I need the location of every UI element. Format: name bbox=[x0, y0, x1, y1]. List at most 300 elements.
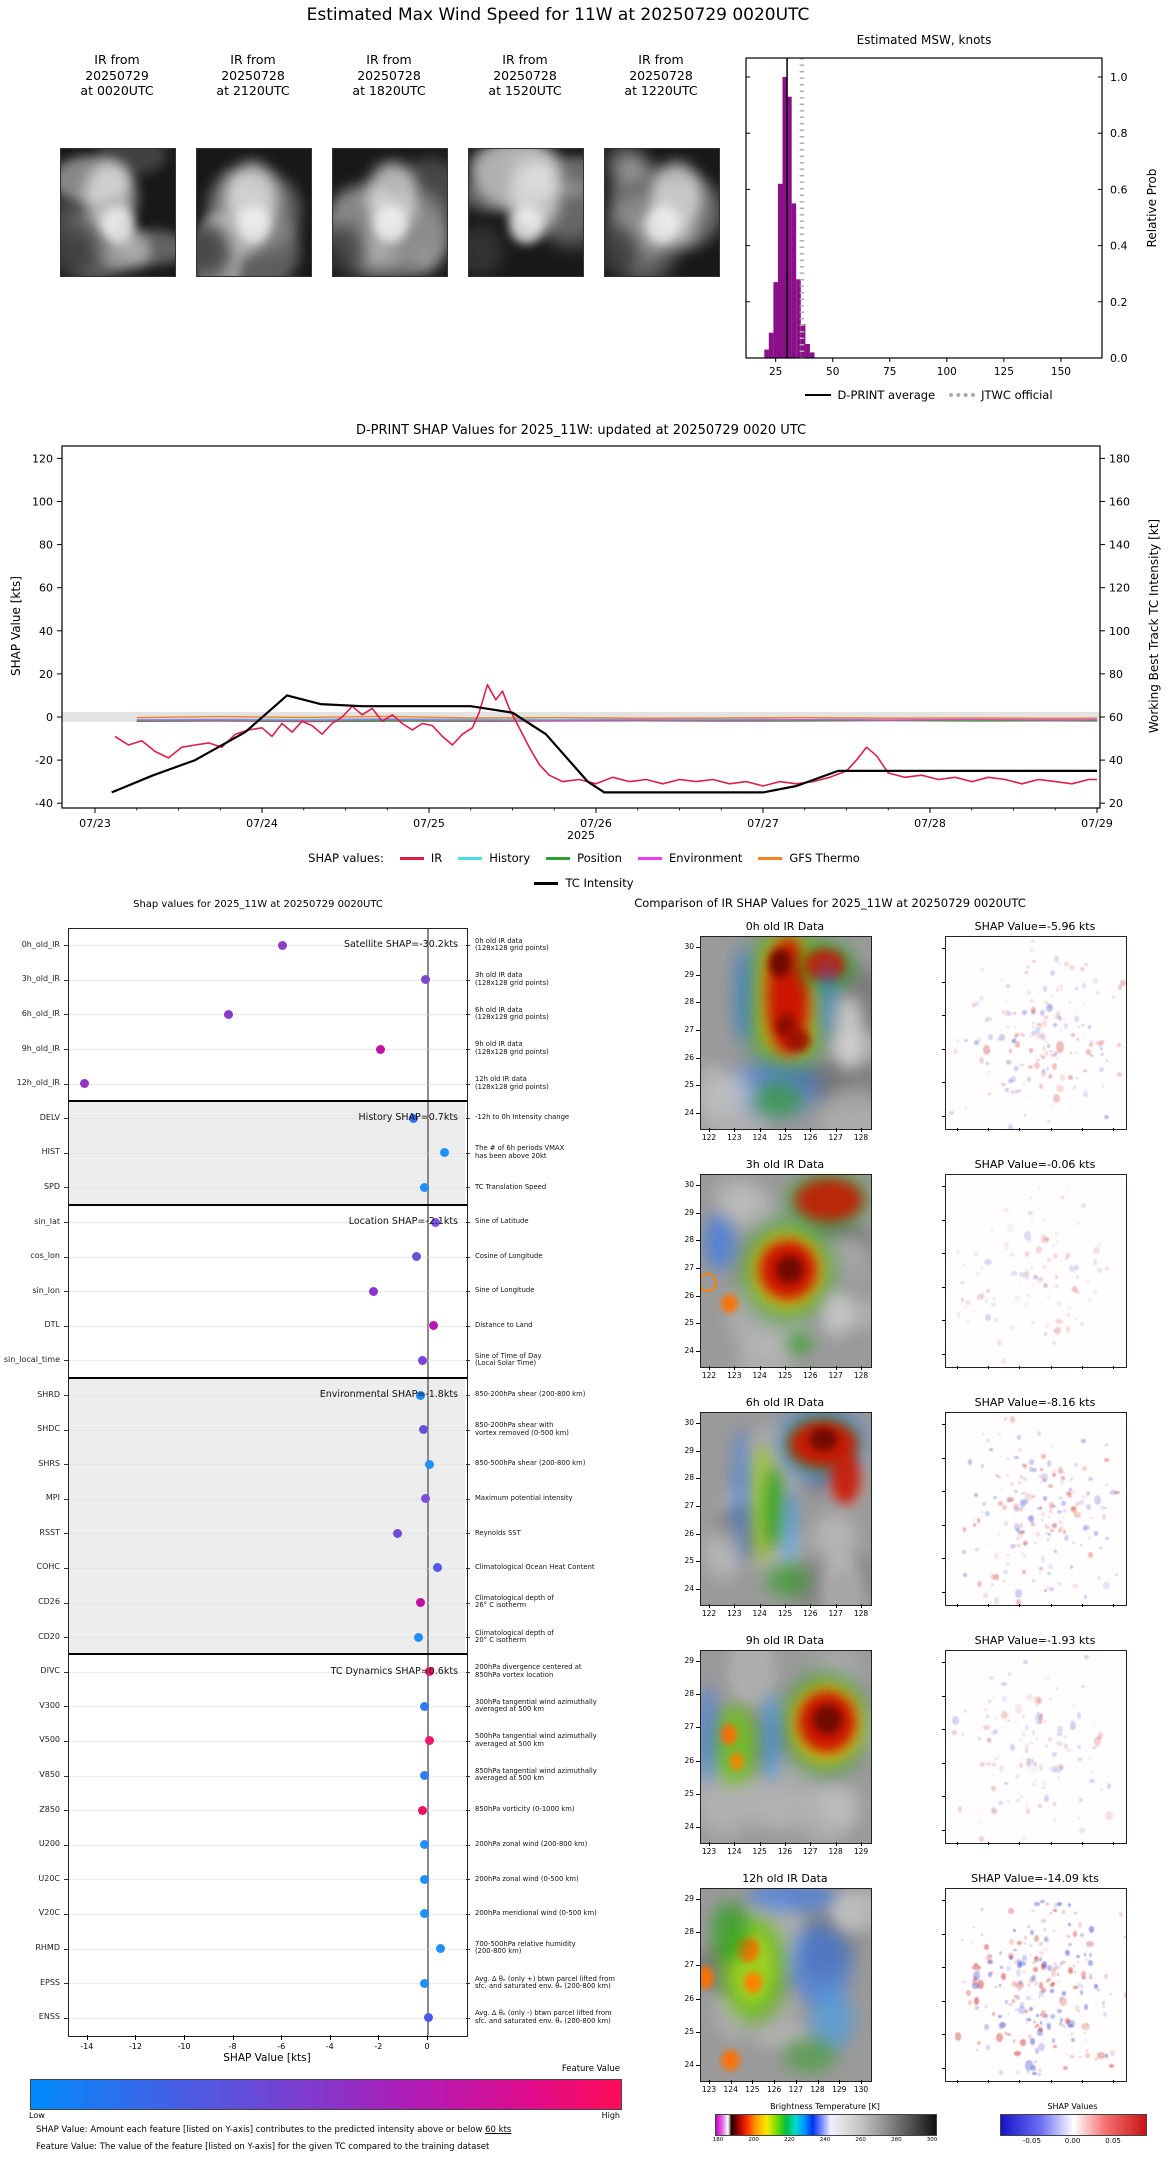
lat-tick bbox=[696, 1761, 700, 1762]
shap-speckle bbox=[1041, 1556, 1044, 1559]
shap-speckle bbox=[992, 2012, 995, 2016]
shap-speckle bbox=[1015, 2009, 1017, 2011]
shap-speckle bbox=[1089, 1926, 1094, 1933]
shap-speckle bbox=[1039, 1990, 1044, 1995]
feature-label: 9h_old_IR bbox=[21, 1043, 60, 1053]
shap-speckle bbox=[977, 1581, 982, 1587]
shap-speckle bbox=[966, 1320, 970, 1323]
shap-speckle bbox=[1006, 984, 1010, 988]
shap-speckle bbox=[1074, 1016, 1078, 1022]
cloud-blob bbox=[468, 225, 503, 276]
shap-speckle bbox=[963, 1527, 967, 1532]
shap-dotplot-xlabel: SHAP Value [kts] bbox=[223, 2052, 311, 2064]
lat-tick bbox=[696, 1899, 700, 1900]
shap-speckle bbox=[1001, 1358, 1006, 1364]
shap-dotplot-title: Shap values for 2025_11W at 20250729 0020UTC bbox=[133, 899, 383, 910]
shap-map-tick bbox=[942, 1116, 945, 1117]
x-tick bbox=[427, 2035, 428, 2040]
shap-speckle bbox=[1009, 1325, 1014, 1330]
shap-map-title: SHAP Value=-0.06 kts bbox=[974, 1158, 1096, 1171]
bt-tick-label: 240 bbox=[819, 2137, 831, 2143]
shap-speckle bbox=[1048, 1516, 1050, 1518]
lon-tick-label: 123 bbox=[727, 1609, 742, 1618]
lon-tick-label: 128 bbox=[828, 1847, 843, 1856]
shap-speckle bbox=[984, 1709, 987, 1712]
shap-map-tick bbox=[942, 1320, 945, 1321]
cloud-blob bbox=[786, 1029, 810, 1052]
shap-speckle bbox=[1014, 1066, 1017, 1070]
svg-text:50: 50 bbox=[826, 366, 840, 378]
shap-speckle bbox=[1083, 1089, 1088, 1094]
shap-map-tick bbox=[942, 1186, 945, 1187]
shap-speckle bbox=[1056, 987, 1059, 992]
lat-tick-label: 27 bbox=[684, 1263, 694, 1272]
shap-speckle bbox=[1047, 1677, 1049, 1679]
ir-thumbnail-caption: IR from 20250728 at 2120UTC bbox=[216, 52, 290, 98]
shap-speckle bbox=[993, 1496, 998, 1499]
lat-tick-label: 24 bbox=[684, 2060, 694, 2069]
shap-speckle bbox=[980, 1812, 983, 1815]
shap-speckle bbox=[1071, 1033, 1075, 1037]
lat-tick-label: 27 bbox=[684, 1722, 694, 1732]
shap-speckle bbox=[1056, 1010, 1061, 1016]
lon-tick-label: 127 bbox=[803, 1847, 818, 1856]
shap-speckle bbox=[1029, 2019, 1031, 2021]
lon-tick bbox=[774, 2080, 775, 2084]
cloud-blob bbox=[509, 206, 543, 244]
lon-tick bbox=[709, 1366, 710, 1370]
shap-speckle bbox=[1039, 1084, 1044, 1089]
shap-speckle bbox=[1105, 2054, 1108, 2057]
shap-speckle bbox=[1050, 1912, 1052, 1914]
shap-speckle bbox=[1076, 1955, 1080, 1958]
shap-speckle bbox=[1100, 1040, 1103, 1045]
shap-speckle bbox=[1007, 1719, 1010, 1723]
lat-tick-label: 29 bbox=[684, 1445, 694, 1455]
shap-speckle bbox=[1057, 1902, 1062, 1905]
histogram-legend-item bbox=[805, 388, 935, 402]
shap-speckle bbox=[1008, 1672, 1011, 1677]
shap-speckle bbox=[1029, 1944, 1032, 1947]
shap-speckle bbox=[1053, 1802, 1056, 1805]
shap-speckle bbox=[1032, 1026, 1034, 1028]
shap-speckle bbox=[1047, 1258, 1052, 1262]
shap-speckle bbox=[974, 1518, 976, 1520]
timeseries-legend-row2 bbox=[0, 876, 1168, 890]
feature-description: -12h to 0h Intensity change bbox=[475, 1113, 570, 1122]
shap-map-tick bbox=[988, 1604, 989, 1607]
shap-speckle bbox=[998, 1972, 1000, 1973]
shap-speckle bbox=[1027, 1925, 1031, 1928]
shap-speckle bbox=[1027, 1758, 1030, 1762]
ir-map-title: 6h old IR Data bbox=[745, 1396, 825, 1409]
shap-speckle bbox=[1034, 1062, 1040, 1069]
shap-speckle bbox=[1099, 1045, 1101, 1047]
feature-description: 6h old IR data (128x128 grid points) bbox=[475, 1005, 549, 1022]
svg-text:07/28: 07/28 bbox=[914, 817, 946, 830]
svg-text:25: 25 bbox=[768, 366, 783, 378]
lon-tick-label: 124 bbox=[752, 1133, 767, 1142]
lon-tick-label: 128 bbox=[810, 2085, 825, 2094]
shap-speckle bbox=[1032, 1783, 1036, 1786]
shap-speckle bbox=[998, 1534, 1000, 1535]
shap-speckle bbox=[978, 1737, 981, 1740]
shap-speckle bbox=[1082, 983, 1086, 988]
shap-speckle bbox=[1003, 1208, 1008, 1211]
shap-speckle bbox=[974, 1493, 978, 1497]
shap-speckle bbox=[998, 1433, 1001, 1436]
shap-map-3h bbox=[945, 1174, 1127, 1368]
shap-speckle bbox=[1092, 998, 1094, 1000]
shap-speckle bbox=[1070, 1105, 1072, 1106]
shap-speckle bbox=[974, 1253, 978, 1256]
shap-speckle bbox=[1077, 1745, 1080, 1750]
shap-speckle bbox=[1013, 2039, 1016, 2043]
lon-tick-label: 125 bbox=[752, 1847, 767, 1856]
shap-speckle bbox=[1106, 1060, 1108, 1062]
shap-speckle bbox=[1040, 2021, 1043, 2024]
shap-speckle bbox=[1081, 1024, 1084, 1026]
feature-description: 700-500hPa relative humidity (200-800 km) bbox=[475, 1939, 576, 1956]
shap-speckle bbox=[1010, 1273, 1013, 1276]
lat-tick-label: 24 bbox=[684, 1346, 694, 1355]
lon-tick bbox=[709, 1842, 710, 1846]
cloud-blob bbox=[766, 1563, 810, 1598]
shap-speckle bbox=[1073, 1584, 1078, 1588]
shap-speckle bbox=[949, 1111, 954, 1116]
cloud-blob bbox=[721, 2050, 740, 2071]
shap-map-tick bbox=[957, 1842, 958, 1845]
shap-speckle bbox=[1070, 2055, 1074, 2058]
shap-speckle bbox=[1001, 1711, 1008, 1719]
shap-speckle bbox=[988, 1034, 993, 1040]
timeseries-ylabel-right: Working Best Track TC Intensity [kt] bbox=[1147, 518, 1161, 734]
lon-tick-label: 122 bbox=[701, 1371, 717, 1380]
cloud-blob bbox=[735, 945, 752, 1045]
shap-map-tick bbox=[942, 1662, 945, 1663]
shap-map-tick bbox=[1019, 2080, 1020, 2083]
shap-speckle bbox=[1053, 1930, 1055, 1932]
feature-description: 850-500hPa shear (200-800 km) bbox=[475, 1459, 586, 1468]
shap-map-tick bbox=[1019, 1842, 1020, 1845]
shap-speckle bbox=[999, 2027, 1003, 2030]
lat-tick-label: 25 bbox=[684, 1556, 694, 1566]
shap-speckle bbox=[1045, 1532, 1048, 1535]
solid-line-swatch bbox=[805, 394, 831, 396]
shap-speckle bbox=[1009, 1939, 1014, 1944]
shap-speckle bbox=[1061, 1476, 1066, 1480]
shap-speckle bbox=[1006, 999, 1009, 1002]
shap-speckle bbox=[1025, 1251, 1030, 1257]
feature-description: Climatological depth of 20° C isotherm bbox=[475, 1628, 554, 1645]
shap-speckle bbox=[1081, 2023, 1089, 2030]
shap-speckle bbox=[1055, 1275, 1058, 1279]
shap-speckle bbox=[1110, 2050, 1115, 2055]
feature-description: Sine of Longitude bbox=[475, 1286, 535, 1295]
shap-speckle bbox=[1011, 1076, 1015, 1082]
shap-speckle bbox=[988, 1972, 991, 1977]
lon-tick-label: 128 bbox=[853, 1133, 869, 1142]
feature-label: V20C bbox=[38, 1908, 60, 1918]
svg-text:125: 125 bbox=[993, 366, 1014, 378]
shap-speckle bbox=[1072, 1541, 1075, 1545]
shap-speckle bbox=[1022, 1955, 1027, 1961]
shap-speckle bbox=[1050, 2014, 1055, 2019]
shap-speckle bbox=[988, 1071, 990, 1073]
shap-map-tick bbox=[942, 1763, 945, 1764]
shap-speckle bbox=[1032, 2072, 1036, 2075]
shap-speckle bbox=[1060, 1480, 1064, 1485]
lat-tick bbox=[696, 1794, 700, 1795]
shap-speckle bbox=[1084, 2032, 1086, 2034]
bt-tick-label: 220 bbox=[784, 2137, 795, 2143]
shap-speckle bbox=[1028, 1983, 1031, 1986]
shap-speckle bbox=[1012, 1981, 1017, 1987]
shap-speckle bbox=[979, 1820, 982, 1823]
shap-speckle bbox=[996, 1474, 999, 1477]
shap-speckle bbox=[998, 1756, 1000, 1757]
shap-speckle bbox=[1064, 1800, 1066, 1802]
shap-speckle bbox=[1027, 1077, 1031, 1082]
shap-speckle bbox=[1042, 1069, 1045, 1072]
shap-speckle bbox=[1104, 1974, 1108, 1979]
shap-speckle bbox=[1036, 1532, 1040, 1537]
lon-tick-label: 126 bbox=[766, 2085, 782, 2094]
lat-tick-label: 28 bbox=[684, 1927, 694, 1937]
feature-label: MPI bbox=[45, 1493, 60, 1503]
shap-speckle bbox=[1078, 1817, 1080, 1819]
shap-speckle bbox=[1040, 1481, 1042, 1482]
cloud-blob bbox=[783, 2039, 837, 2074]
shap-speckle bbox=[964, 1106, 968, 1111]
lat-tick bbox=[696, 975, 700, 976]
shap-speckle bbox=[1034, 1768, 1036, 1771]
lat-tick bbox=[696, 1423, 700, 1424]
shap-speckle bbox=[1052, 1752, 1058, 1757]
shap-speckle bbox=[1041, 1919, 1046, 1923]
lat-tick-label: 26 bbox=[684, 1993, 694, 2003]
timeseries-legend-item bbox=[458, 851, 530, 865]
shap-speckle bbox=[1031, 1909, 1036, 1912]
feature-description: TC Translation Speed bbox=[475, 1182, 547, 1191]
shap-map-tick bbox=[1019, 1366, 1020, 1369]
shap-speckle bbox=[1068, 1903, 1071, 1907]
shap-speckle bbox=[1080, 1933, 1084, 1936]
shap-speckle bbox=[1024, 1943, 1026, 1944]
shap-map-tick bbox=[942, 2001, 945, 2002]
cloud-blob bbox=[744, 1972, 763, 1993]
shap-speckle bbox=[1036, 1737, 1039, 1741]
shap-speckle bbox=[1080, 1990, 1083, 1994]
shap-speckle bbox=[1088, 1533, 1090, 1534]
shap-speckle bbox=[1098, 1243, 1101, 1247]
shap-speckle bbox=[1023, 1083, 1025, 1085]
shap-map-tick bbox=[942, 948, 945, 949]
shap-speckle bbox=[1052, 1525, 1055, 1527]
shap-map-tick bbox=[942, 1082, 945, 1083]
shap-speckle bbox=[998, 1801, 1003, 1805]
shap-speckle bbox=[1071, 2038, 1075, 2042]
shap-speckle bbox=[1015, 1041, 1020, 1048]
shap-speckle bbox=[991, 1229, 993, 1231]
shap-speckle bbox=[1026, 1694, 1033, 1701]
shap-speckle bbox=[979, 1836, 983, 1842]
shap-speckle bbox=[1033, 1961, 1036, 1964]
shap-speckle bbox=[1046, 1015, 1049, 1019]
shap-speckle bbox=[1018, 1989, 1020, 1990]
shap-speckle bbox=[1023, 1477, 1027, 1482]
shap-speckle bbox=[1048, 1564, 1053, 1569]
shap-speckle bbox=[1040, 1506, 1042, 1509]
shap-speckle bbox=[1026, 1996, 1031, 2000]
shap-speckle bbox=[1044, 1949, 1047, 1951]
timeseries-legend-item bbox=[534, 876, 633, 890]
shap-speckle bbox=[1055, 1319, 1057, 1321]
shap-speckle bbox=[966, 1990, 971, 1996]
shap-speckle bbox=[1016, 2071, 1020, 2074]
shap-speckle bbox=[1023, 1660, 1028, 1664]
feature-value-low-label: Low bbox=[29, 2111, 45, 2120]
shap-speckle bbox=[1049, 1074, 1052, 1078]
timeseries-legend-label: IR bbox=[430, 851, 443, 865]
shap-speckle bbox=[1069, 965, 1074, 971]
shap-speckle bbox=[1078, 2010, 1080, 2012]
shap-speckle bbox=[979, 995, 984, 1001]
shap-speckle bbox=[984, 2024, 989, 2030]
shap-speckle bbox=[1032, 960, 1036, 963]
shap-speckle bbox=[1066, 1188, 1069, 1191]
shap-speckle bbox=[1099, 1547, 1102, 1549]
shap-speckle bbox=[1062, 1910, 1066, 1914]
ir-map-title: 12h old IR Data bbox=[742, 1872, 828, 1885]
shap-speckle bbox=[1027, 1516, 1032, 1520]
shap-speckle bbox=[1007, 1458, 1009, 1460]
shap-speckle bbox=[1088, 1552, 1093, 1559]
shap-map-tick bbox=[1082, 1842, 1083, 1845]
shap-speckle bbox=[975, 1272, 980, 1276]
shap-speckle bbox=[1082, 1495, 1086, 1499]
lon-tick bbox=[734, 1128, 735, 1132]
shap-speckle bbox=[1059, 1496, 1062, 1500]
shap-speckle bbox=[1010, 1090, 1014, 1094]
shap-map-tick bbox=[1082, 2080, 1083, 2083]
shap-speckle bbox=[1060, 1029, 1063, 1031]
lat-tick-label: 28 bbox=[684, 997, 694, 1007]
feature-description: 200hPa meridional wind (0-500 km) bbox=[475, 1909, 597, 1918]
shap-speckle bbox=[986, 2045, 991, 2050]
shap-speckle bbox=[1067, 1313, 1070, 1317]
line-swatch bbox=[638, 857, 662, 860]
shap-map-tick bbox=[1113, 2080, 1114, 2083]
lon-tick-label: 128 bbox=[853, 1371, 869, 1380]
shap-speckle bbox=[1088, 1299, 1091, 1302]
shap-speckle bbox=[976, 2049, 978, 2051]
shap-map-title: SHAP Value=-8.16 kts bbox=[974, 1396, 1096, 1409]
cloud-blob bbox=[373, 206, 407, 244]
feature-description: Maximum potential intensity bbox=[475, 1493, 573, 1502]
shap-speckle bbox=[1084, 2004, 1089, 2010]
shap-speckle bbox=[1005, 2000, 1008, 2004]
shap-speckle bbox=[1033, 1533, 1035, 1535]
shap-speckle bbox=[1034, 1981, 1037, 1986]
shap-speckle bbox=[1120, 980, 1125, 986]
shap-speckle bbox=[1047, 1120, 1051, 1124]
shap-speckle bbox=[1119, 1912, 1123, 1917]
lat-tick bbox=[696, 1240, 700, 1241]
lat-tick-label: 27 bbox=[684, 1501, 694, 1510]
shap-speckle bbox=[979, 1057, 984, 1065]
shap-map-title: SHAP Value=-5.96 kts bbox=[974, 920, 1096, 933]
ir-thumbnail-image bbox=[196, 148, 312, 277]
shap-speckle bbox=[1052, 1469, 1056, 1474]
timeseries-legend-item bbox=[638, 851, 742, 865]
shap-speckle bbox=[995, 1986, 997, 1988]
cloud-blob bbox=[820, 1290, 854, 1336]
lat-tick-label: 25 bbox=[684, 1788, 694, 1798]
shap-speckle bbox=[981, 1464, 984, 1468]
shap-speckle bbox=[1008, 1908, 1013, 1913]
shap-speckle bbox=[1057, 1582, 1062, 1586]
svg-text:60: 60 bbox=[1109, 711, 1123, 724]
shap-speckle bbox=[1042, 1046, 1045, 1051]
shap-speckle bbox=[963, 1263, 965, 1266]
shap-speckle bbox=[1063, 2066, 1068, 2070]
shap-speckle bbox=[975, 1249, 977, 1251]
shap-speckle bbox=[1107, 1783, 1111, 1789]
feature-label: 6h_old_IR bbox=[21, 1008, 60, 1018]
svg-text:07/25: 07/25 bbox=[413, 817, 445, 830]
shap-speckle bbox=[1080, 1544, 1082, 1546]
feature-label: 3h_old_IR bbox=[21, 974, 60, 984]
feature-label: U200 bbox=[38, 1839, 60, 1849]
shap-map-tick bbox=[1051, 1604, 1052, 1607]
shap-speckle bbox=[1004, 1242, 1009, 1248]
shap-map-tick bbox=[942, 1424, 945, 1425]
svg-text:1.0: 1.0 bbox=[1110, 71, 1128, 84]
shap-speckle bbox=[1031, 1767, 1034, 1772]
ir-thumbnail-caption: IR from 20250728 at 1820UTC bbox=[352, 52, 426, 98]
feature-description: 500hPa tangential wind azimuthally averaged at 500 km bbox=[475, 1732, 597, 1748]
shap-speckle bbox=[1004, 1417, 1007, 1420]
shap-speckle bbox=[1055, 1765, 1062, 1774]
svg-text:80: 80 bbox=[1109, 667, 1123, 681]
bt-colorbar bbox=[715, 2114, 937, 2136]
line-swatch bbox=[458, 857, 482, 860]
section-header: History SHAP=0.7kts bbox=[358, 1112, 458, 1124]
shap-speckle bbox=[1071, 2033, 1073, 2035]
shap-speckle bbox=[1089, 1517, 1093, 1519]
shap-speckle bbox=[1023, 1971, 1025, 1972]
lat-tick-label: 29 bbox=[684, 969, 694, 979]
shap-map-tick bbox=[942, 1592, 945, 1593]
shap-speckle bbox=[1045, 1051, 1048, 1055]
shap-speckle bbox=[1124, 1992, 1127, 1998]
feature-label: sin_lon bbox=[32, 1285, 60, 1295]
shap-speckle bbox=[1001, 1973, 1006, 1980]
shap-speckle bbox=[1002, 1505, 1007, 1510]
shap-speckle bbox=[1032, 1730, 1035, 1735]
shap-map-title: SHAP Value=-14.09 kts bbox=[971, 1872, 1099, 1885]
shap-cb-tick-label: 0.00 bbox=[1064, 2137, 1081, 2145]
shap-map-tick bbox=[1051, 1366, 1052, 1369]
histogram-legend-label: D-PRINT average bbox=[837, 388, 936, 402]
shap-speckle bbox=[1102, 1085, 1105, 1088]
shap-speckle bbox=[1053, 1023, 1057, 1027]
cloud-blob bbox=[645, 206, 679, 244]
shap-speckle bbox=[1008, 1124, 1013, 1130]
shap-speckle bbox=[1039, 1951, 1043, 1955]
cloud-blob bbox=[608, 148, 647, 182]
